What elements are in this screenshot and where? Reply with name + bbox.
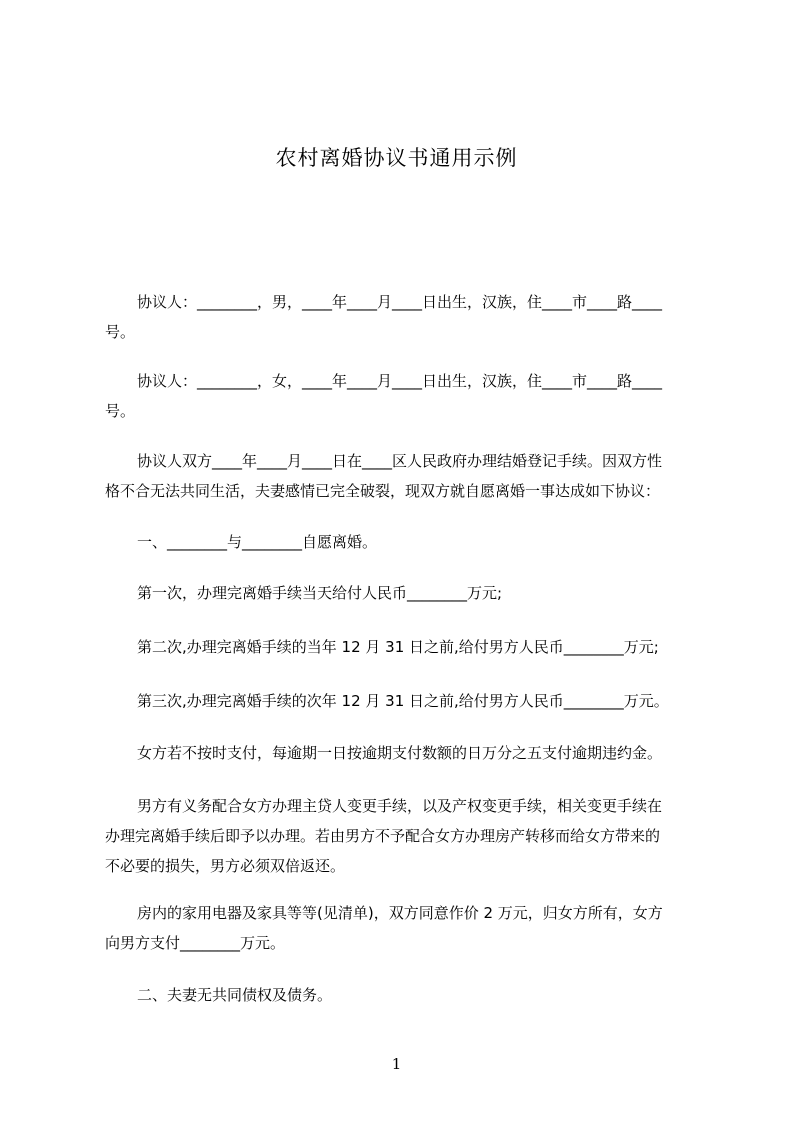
paragraph-line: 办理完离婚手续后即予以办理。若由男方不予配合女方办理房产转移而给女方带来的 xyxy=(105,827,661,845)
paragraph-line: 男方有义务配合女方办理主贷人变更手续，以及产权变更手续，相关变更手续在 xyxy=(137,797,663,815)
paragraph-line: 向男方支付________万元。 xyxy=(105,934,286,952)
page-number: 1 xyxy=(391,1055,402,1073)
paragraph-line: 格不合无法共同生活，夫妻感情已完全破裂，现双方就自愿离婚一事达成如下协议： xyxy=(105,482,661,500)
paragraph-property-transfer xyxy=(105,791,700,881)
paragraph-line: 二、夫妻无共同债权及债务。 xyxy=(137,986,333,1004)
clause-two xyxy=(105,980,700,1010)
paragraph-line: 第一次，办理完离婚手续当天给付人民币________万元; xyxy=(137,584,503,602)
paragraph-line: 协议人双方____年____月____日在____区人民政府办理结婚登记手续。因双方性 xyxy=(137,452,663,470)
paragraph-furniture xyxy=(105,898,700,958)
paragraph-line: 第三次,办理完离婚手续的次年 12 月 31 日之前,给付男方人民币________万元。 xyxy=(137,692,669,710)
clause-one xyxy=(105,527,700,557)
paragraph-line: 号。 xyxy=(105,402,136,420)
paragraph-line: 第二次,办理完离婚手续的当年 12 月 31 日之前,给付男方人民币________万元; xyxy=(137,638,659,656)
paragraph-party-female xyxy=(105,366,700,426)
payment-first xyxy=(105,578,700,608)
paragraph-line: 协议人：________，男，____年____月____日出生，汉族，住____市____路____ xyxy=(137,293,663,311)
document-title: 农村离婚协议书通用示例 xyxy=(275,146,518,170)
late-penalty xyxy=(105,738,700,768)
payment-second xyxy=(105,632,700,662)
payment-third xyxy=(105,686,700,716)
paragraph-line: 房内的家用电器及家具等等(见清单)，双方同意作价 2 万元，归女方所有，女方 xyxy=(137,904,663,922)
paragraph-line: 不必要的损失，男方必须双倍返还。 xyxy=(105,857,346,875)
paragraph-line: 协议人：________，女，____年____月____日出生，汉族，住____市____路____ xyxy=(137,372,663,390)
paragraph-party-male xyxy=(105,287,700,347)
paragraph-marriage-info xyxy=(105,446,700,506)
paragraph-line: 号。 xyxy=(105,323,136,341)
paragraph-line: 女方若不按时支付，每逾期一日按逾期支付数额的日万分之五支付逾期违约金。 xyxy=(137,744,663,762)
paragraph-line: 一、________与________自愿离婚。 xyxy=(137,533,378,551)
